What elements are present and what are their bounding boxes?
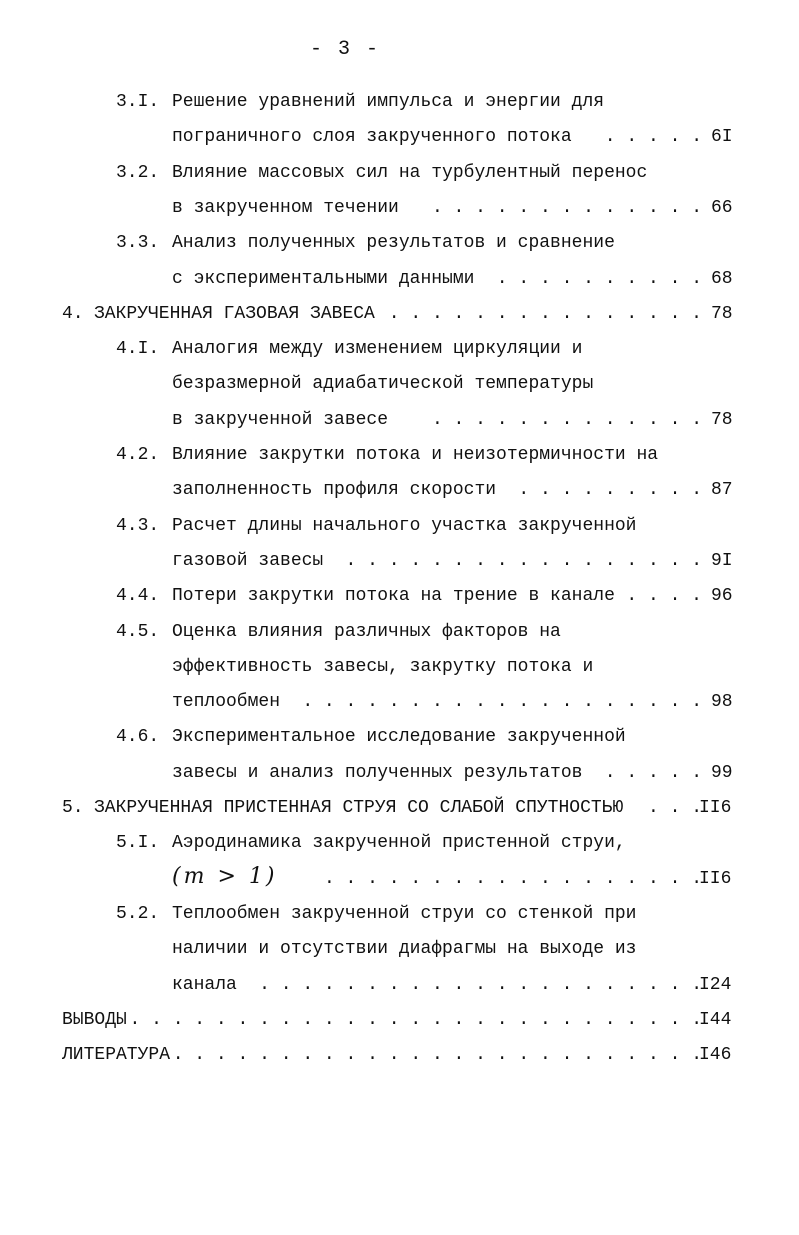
section-number: 4.5. — [116, 621, 160, 642]
page-ref: 96 — [711, 586, 733, 607]
section-title: Расчет длины начального участка закрученной — [172, 515, 637, 536]
section-number: 4.I. — [116, 339, 160, 360]
dot-leader: . . . . . . . . . . . . . . . . . . . . . . . . . — [172, 1045, 702, 1066]
section-number: 4.2. — [116, 445, 160, 465]
section-title: газовой завесы — [172, 550, 324, 571]
section-title: Теплообмен закрученной струи со стенкой при — [172, 903, 637, 924]
page-ref: I24 — [699, 974, 732, 995]
toc-line — [0, 370, 799, 398]
section-number: 3.3. — [116, 233, 160, 254]
section-title: пограничного слоя закрученного потока — [172, 127, 572, 148]
section-number: 4.4. — [116, 586, 160, 607]
page-ref: I44 — [699, 1009, 732, 1030]
page-ref: 99 — [711, 762, 733, 783]
page-ref: 78 — [711, 303, 733, 324]
page-ref: 78 — [711, 409, 733, 430]
section-number: 5.I. — [116, 833, 160, 854]
dot-leader: . . . . . . . . . . . . . . . . . . . . . — [259, 974, 702, 995]
section-title: (m > 1) — [172, 863, 278, 889]
page-ref: II6 — [699, 868, 732, 889]
dot-leader: . . . . . . . . . . . . . . . . . — [345, 550, 702, 571]
section-title: эффективность завесы, закрутку потока и — [172, 656, 594, 677]
toc-line — [0, 865, 799, 893]
section-title: Решение уравнений импульса и энергии для — [172, 92, 605, 112]
section-title: канала — [172, 974, 237, 995]
toc-line — [0, 88, 799, 116]
page-ref: 6I — [711, 127, 733, 148]
toc-line — [0, 935, 799, 963]
toc-line — [0, 1041, 799, 1069]
dot-leader: . . . . . . . . . . . . . . . — [388, 303, 702, 324]
section-title: Аналогия между изменением циркуляции и — [172, 339, 583, 360]
section-title: в закрученной завесе — [172, 409, 389, 430]
section-title: Влияние массовых сил на турбулентный перенос — [172, 162, 648, 183]
section-title: Аэродинамика закрученной пристенной струи, — [172, 833, 626, 854]
dot-leader: . . . . . . . . . . . . . — [431, 197, 702, 218]
toc-line — [0, 300, 799, 328]
dot-leader: . . . — [647, 798, 702, 818]
dot-leader: . . . . . . . . . . . . . . . . . . — [323, 868, 702, 889]
section-title: ВЫВОДЫ — [62, 1009, 127, 1030]
page-ref: 98 — [711, 692, 733, 713]
section-title: теплообмен — [172, 692, 281, 713]
toc-line — [0, 653, 799, 681]
section-title: ЛИТЕРАТУРА — [62, 1045, 171, 1066]
page-ref: 68 — [711, 268, 733, 289]
dot-leader: . . . . . . . . . . . . . . . . . . . . . . . . . . . — [129, 1009, 702, 1030]
section-number: 4. — [62, 303, 84, 324]
page-ref: 87 — [711, 480, 733, 501]
section-title: ЗАКРУЧЕННАЯ ПРИСТЕННАЯ СТРУЯ СО СЛАБОЙ СПУТНОСТЬЮ — [94, 798, 624, 818]
section-title: в закрученном течении — [172, 197, 399, 218]
section-number: 4.6. — [116, 727, 160, 748]
section-title: Анализ полученных результатов и сравнение — [172, 233, 615, 254]
section-title: Экспериментальное исследование закрученной — [172, 727, 626, 748]
section-title: Оценка влияния различных факторов на — [172, 621, 561, 642]
section-title: Влияние закрутки потока и неизотермичности на — [172, 445, 659, 465]
dot-leader: . . . . . — [604, 127, 702, 148]
toc-line — [0, 547, 799, 575]
section-number: 3.2. — [116, 162, 160, 183]
section-title: наличии и отсутствии диафрагмы на выходе из — [172, 939, 637, 960]
toc-line — [0, 794, 799, 822]
section-title: завесы и анализ полученных результатов — [172, 762, 583, 783]
toc-line — [0, 1006, 799, 1034]
toc-line — [0, 159, 799, 187]
toc-line — [0, 829, 799, 857]
dot-leader: . . . . . . . . . . . . . — [431, 409, 702, 430]
toc-line — [0, 759, 799, 787]
page-ref: 66 — [711, 197, 733, 218]
toc-line — [0, 618, 799, 646]
section-number: 4.3. — [116, 515, 160, 536]
section-title: заполненность профиля скорости — [172, 480, 497, 501]
page-ref: 9I — [711, 550, 733, 571]
section-title: с экспериментальными данными — [172, 268, 475, 289]
toc-line — [0, 582, 799, 610]
section-title: ЗАКРУЧЕННАЯ ГАЗОВАЯ ЗАВЕСА — [94, 303, 375, 324]
toc-line — [0, 723, 799, 751]
section-title: Потери закрутки потока на трение в канале — [172, 586, 615, 607]
dot-leader: . . . . . . . . . . — [496, 268, 702, 289]
dot-leader: . . . . . — [604, 762, 702, 783]
dot-leader: . . . . . . . . . — [518, 480, 702, 501]
toc-line — [0, 229, 799, 257]
toc-line — [0, 971, 799, 999]
page-number: - 3 - — [310, 38, 381, 61]
section-number: 5. — [62, 798, 84, 818]
toc-line — [0, 265, 799, 293]
section-number: 5.2. — [116, 903, 160, 924]
toc-line — [0, 476, 799, 504]
toc-line — [0, 900, 799, 928]
toc-line — [0, 512, 799, 540]
page-ref: I46 — [699, 1045, 732, 1066]
page-ref: II6 — [699, 798, 732, 818]
dot-leader: . . . . — [626, 586, 702, 607]
dot-leader: . . . . . . . . . . . . . . . . . . . — [302, 692, 702, 713]
toc-line — [0, 406, 799, 434]
toc-line — [0, 688, 799, 716]
section-title: безразмерной адиабатической температуры — [172, 374, 594, 395]
toc-line — [0, 194, 799, 222]
toc-line — [0, 441, 799, 469]
toc-line — [0, 335, 799, 363]
section-number: 3.I. — [116, 92, 160, 112]
toc-line — [0, 123, 799, 151]
